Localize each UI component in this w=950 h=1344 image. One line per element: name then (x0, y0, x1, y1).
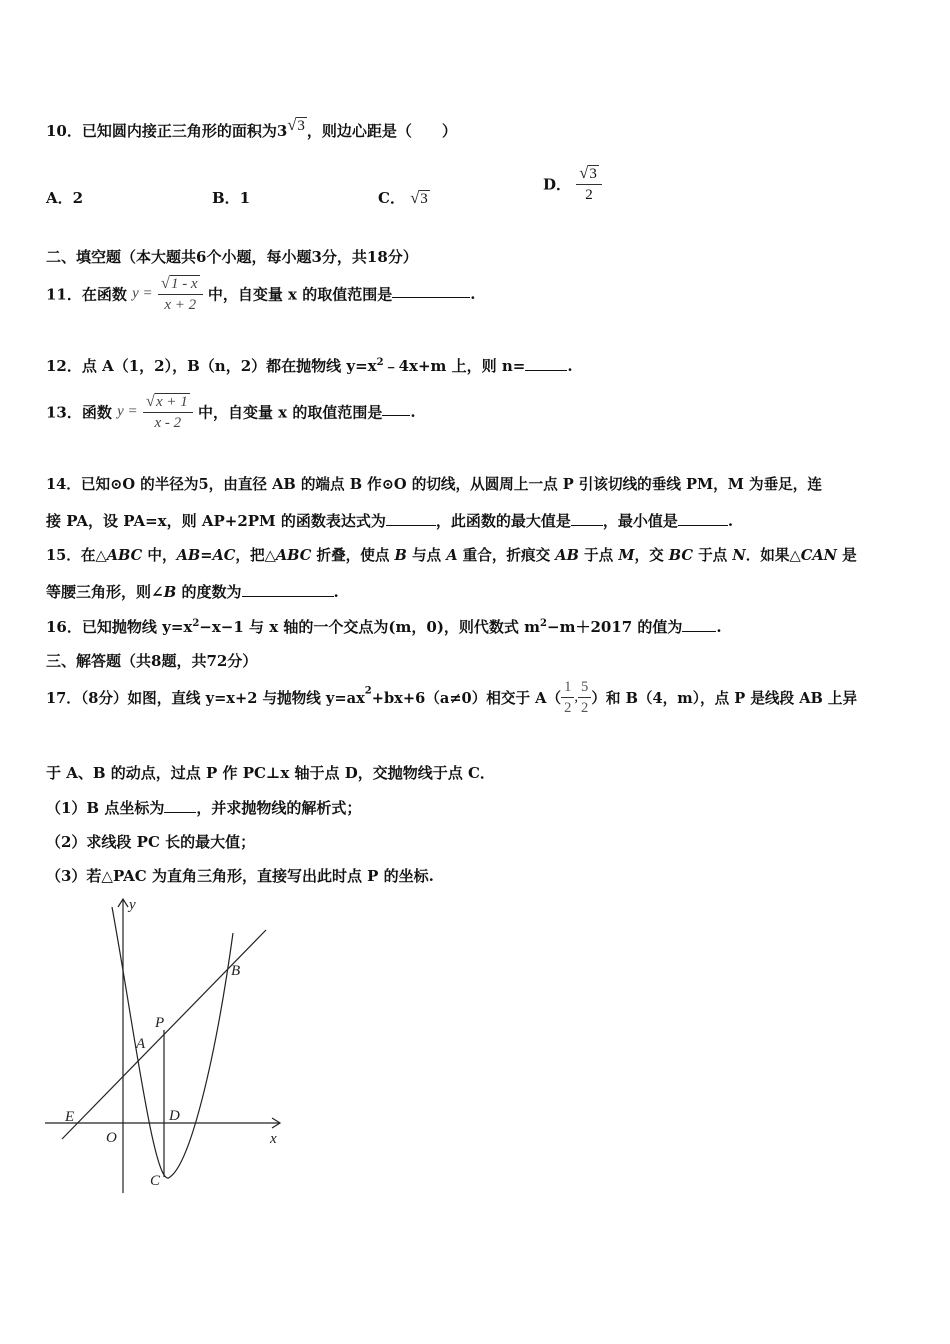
q14-blank-3[interactable] (678, 511, 728, 526)
label-d: D (169, 1108, 180, 1124)
question-17-line-1: 17．（8分）如图，直线 y=x+2 与抛物线 $y=ax^2+bx+6(a\ne 0)$相交于 A（ $\frac{1}{2}$ , $\frac{5}{2}$ ）和 B（4，m），点 P 是线段 AB 上异 (46, 679, 858, 716)
q11-fraction: $\frac{√1 - x}{x + 2}$ (158, 273, 203, 315)
label-p: P (155, 1015, 165, 1031)
label-x: x (270, 1131, 277, 1147)
option-d: D． $\frac{√3}{2}$ (543, 163, 602, 205)
parabola-curve (112, 907, 233, 1178)
question-11: 11．在函数 y = $\frac{√1 - x}{x + 2}$ 中，自变量 x 的取值范围是 . (46, 273, 476, 313)
label-y: y (129, 897, 136, 913)
q17-answer-blank[interactable] (164, 798, 196, 813)
label-c: C (150, 1173, 161, 1189)
q11-answer-blank[interactable] (392, 283, 470, 298)
label-a: A (136, 1036, 146, 1052)
figure-svg (40, 893, 290, 1198)
label-e: E (65, 1109, 75, 1125)
option-a: A．2 (46, 189, 84, 207)
q17-fraction-2: $\frac{5}{2}$ (578, 677, 591, 718)
question-17-part-3: （3）若△PAC 为直角三角形，直接写出此时点 P 的坐标. (46, 867, 434, 885)
question-12: 12．点 A（1，2），B（n，2）都在抛物线 $y=x^2﹣4x+m$ 上，则 n= . (46, 357, 573, 375)
q14-blank-1[interactable] (386, 511, 436, 526)
option-d-fraction: $\frac{√3}{2}$ (576, 163, 602, 205)
q15-answer-blank[interactable] (242, 582, 334, 597)
question-10: 10．已知圆内接正三角形的面积为3√3 ，则边心距是（ ） (46, 115, 457, 140)
question-17-line-2: 于 A、B 的动点，过点 P 作 PC⊥x 轴于点 D，交抛物线于点 C． (46, 764, 495, 782)
q14-blank-2[interactable] (571, 511, 603, 526)
option-b: B．1 (212, 189, 251, 207)
question-14-line-1: 14．已知⊙O 的半径为5，由直径 AB 的端点 B 作⊙O 的切线，从圆周上一点 P 引该切线的垂线 PM，M 为垂足，连 (46, 476, 822, 493)
parabola-line-figure (40, 893, 290, 1198)
question-15-line-2: 等腰三角形，则∠B 的度数为 . (46, 583, 339, 601)
sqrt-3: √3 (287, 115, 305, 134)
label-b: B (231, 963, 241, 979)
question-13: 13．函数 y = $\frac{√x + 1}{x - 2}$ 中，自变量 x 的取值范围是 . (46, 391, 416, 431)
q16-answer-blank[interactable] (682, 617, 716, 632)
question-16: 16．已知抛物线 $y=x^2-x-1$ 与 x 轴的一个交点为(m，0)，则代数式 $m^2-m+2017$ 的值为 . (46, 618, 722, 636)
question-17-part-1: （1）B 点坐标为 ，并求抛物线的解析式； (46, 799, 362, 817)
label-o: O (106, 1130, 117, 1146)
question-17-part-2: （2）求线段 PC 长的最大值； (46, 833, 256, 851)
section-3-heading: 三、解答题（共8题，共72分） (46, 652, 258, 670)
question-15-line-1: 15．在△ABC 中，AB=AC，把△ABC 折叠，使点 B 与点 A 重合，折痕交 AB 于点 M，交 BC 于点 N．如果△CAN 是 (46, 547, 857, 564)
option-c: C． √3 (378, 188, 428, 207)
q17-fraction-1: $\frac{1}{2}$ (561, 677, 574, 718)
section-2-heading: 二、填空题（本大题共6个小题，每小题3分，共18分） (46, 248, 418, 266)
q12-answer-blank[interactable] (525, 356, 567, 371)
q13-answer-blank[interactable] (382, 401, 410, 416)
q13-fraction: $\frac{√x + 1}{x - 2}$ (143, 391, 193, 433)
option-c-sqrt: √3 (410, 188, 428, 207)
question-14-line-2: 接 PA，设 PA=x，则 AP+2PM 的函数表达式为 ，此函数的最大值是 ，最小值是 . (46, 512, 734, 530)
